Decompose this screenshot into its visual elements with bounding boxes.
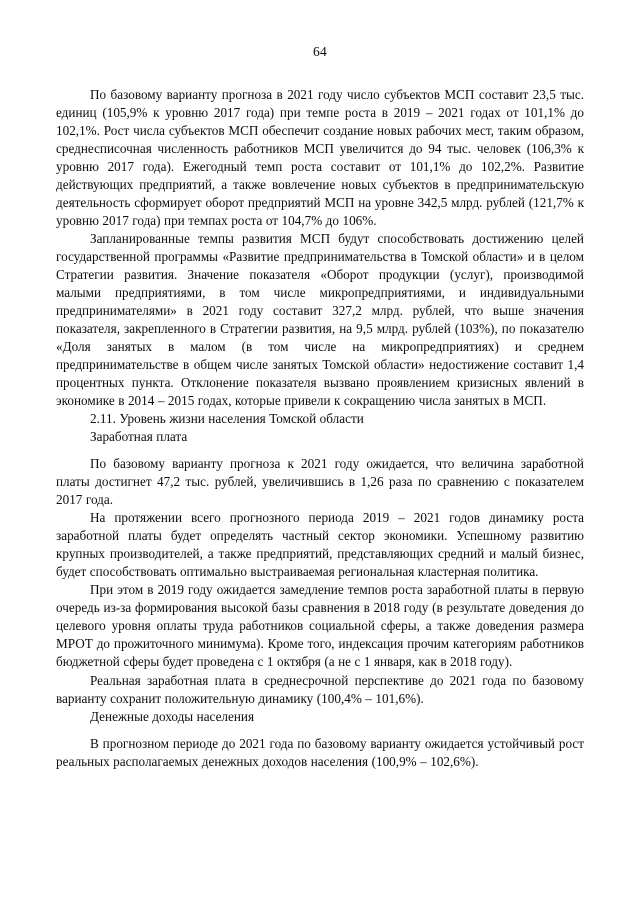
- paragraph-wage-slowdown: При этом в 2019 году ожидается замедление темпов роста заработной платы в первую очередь из-за формирования высокой базы сравнения в 2018 году (в результате доведения до целевого уровня оплаты труда работников социальной сферы, а также доведения размера МРОТ до прожиточного минимума). Кроме того, индексация прочим категориям работников бюджетной сферы будет проведена с 1 октября (а не с 1 января, как в 2018 году).: [56, 582, 584, 670]
- paragraph-real-wage-dynamics: Реальная заработная плата в среднесрочной перспективе до 2021 года по базовому варианту сохранит положительную динамику (100,4% – 101,6%).: [56, 672, 584, 706]
- paragraph-wage-forecast: По базовому варианту прогноза к 2021 году ожидается, что величина заработной платы достигнет 47,2 тыс. рублей, увеличившись в 1,26 раза по сравнению с показателем 2017 года.: [56, 456, 584, 508]
- paragraph-income-growth: В прогнозном периоде до 2021 года по базовому варианту ожидается устойчивый рост реальных располагаемых денежных доходов населения (100,9% – 102,6%).: [56, 735, 584, 769]
- document-body: [56, 86, 584, 771]
- subheading-wages: Заработная плата: [90, 429, 188, 445]
- spacer: [56, 726, 584, 735]
- subheading-monetary-income: Денежные доходы населения: [90, 708, 255, 724]
- paragraph-wage-private-sector: На протяжении всего прогнозного периода 2019 – 2021 годов динамику роста заработной платы будет определять частный сектор экономики. Успешному развитию крупных производителей, а также предприятий, представляющих средний и малый бизнес, будет способствовать оптимально выстраиваемая региональная кластерная политика.: [56, 510, 584, 580]
- spacer: [56, 446, 584, 455]
- paragraph-mse-program-goals: Запланированные темпы развития МСП будут способствовать достижению целей государственной программы «Развитие предпринимательства в Томской области» и в целом Стратегии развития. Значение показателя «Оборот продукции (услуг), производимой малыми предприятиями, в том числе микропредприятиями, и индивидуальными предпринимателями» в 2021 году составит 327,2 млрд. рублей, что выше значения показателя, закрепленного в Стратегии развития, на 9,5 млрд. рублей (103%), по показателю «Доля занятых в малом (в том числе на микропредприятиях) и среднем предпринимательстве в общем числе занятых Томской области» недостижение составит 1,4 процентных пункта. Отклонение показателя вызвано проявлением кризисных явлений в экономике в 2014 – 2015 годах, которые привели к сокращению числа занятых в МСП.: [56, 231, 584, 409]
- section-heading-living-standards: 2.11. Уровень жизни населения Томской области: [90, 411, 364, 427]
- paragraph-mse-forecast: По базовому варианту прогноза в 2021 году число субъектов МСП составит 23,5 тыс. единиц (105,9% к уровню 2017 года) при темпе роста в 2019 – 2021 годах от 101,1% до 102,1%. Рост числа субъектов МСП обеспечит создание новых рабочих мест, таким образом, среднесписочная численность работников МСП увеличится до 94 тыс. человек (106,3% к уровню 2017 года). Ежегодный темп роста составит от 101,1% до 102,2%. Развитие действующих предприятий, а также вовлечение новых субъектов в предпринимательскую деятельность сформирует оборот предприятий МСП на уровне 342,5 млрд. рублей (121,7% к уровню 2017 года) при темпах роста от 104,7% до 106%.: [56, 87, 584, 229]
- page-number: 64: [313, 44, 327, 59]
